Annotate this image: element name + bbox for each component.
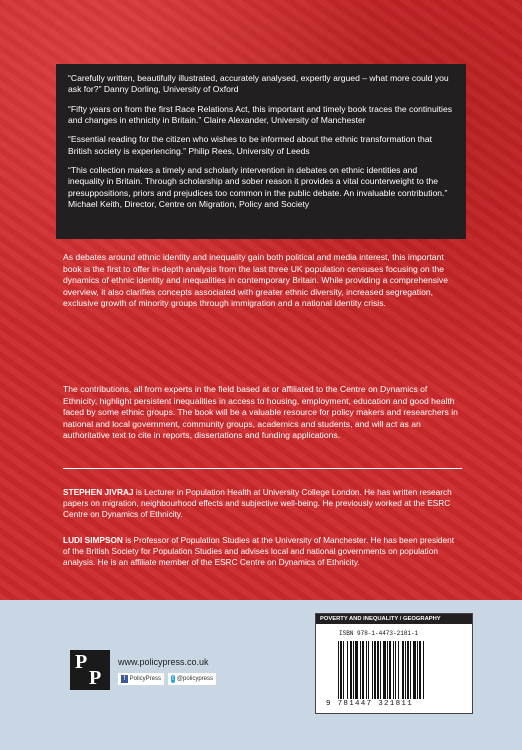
barcode-digits: 9 781447 321811: [326, 700, 414, 708]
endorsement-quote: “Carefully written, beautifully illustrated, accurately analysed, expertly argued – what more could you ask for?” Danny Dorling, University of Oxford: [68, 73, 449, 95]
publisher-url[interactable]: www.policypress.co.uk: [118, 657, 209, 667]
author-bio: LUDI SIMPSON is Professor of Population Studies at the University of Manchester. He has been president of the British Society for Population Studies and advises local and national governments on population analysis. He is an affiliate member of the ESRC Centre on Dynamics of Ethnicity.: [63, 535, 455, 568]
book-description-paragraph: As debates around ethnic identity and inequality gain both political and media interest, this important book is the first to offer in-depth analysis from the last three UK population censuses focusing on the dynamics of ethnic identity and inequalities in contemporary Britain. While providing a comprehensive overview, it also clarifies concepts associated with greater ethnic diversity, increased segregation, exclusive growth of minority groups through immigration and a national identity crisis.: [63, 252, 449, 309]
isbn-text: ISBN 978-1-4473-2181-1: [339, 630, 419, 637]
endorsement-quote: “Essential reading for the citizen who wishes to be informed about the ethnic transformation that British society is experiencing.” Philip Rees, University of Leeds: [68, 134, 433, 156]
facebook-icon: f: [121, 675, 128, 683]
policy-press-logo-icon: P P: [70, 650, 110, 690]
endorsement-quote: “Fifty years on from the first Race Relations Act, this important and timely book traces the continuities and changes in ethnicity in Britain.” Claire Alexander, University of Manchester: [68, 103, 453, 126]
facebook-link[interactable]: f PolicyPress: [118, 673, 164, 685]
divider: [63, 468, 462, 469]
endorsements-box: [56, 64, 466, 239]
endorsement-quote: “This collection makes a timely and scholarly intervention in debates on ethnic identities and inequality in Britain. Through scholarship and sober reason it provides a vital counterweight to the presuppositions, priors and prejudices too common in the public debate. An invaluable contribution.” Michael Keith, Director, Centre on Migration, Policy and Society: [68, 165, 448, 210]
twitter-link[interactable]: t @policypress: [168, 673, 216, 685]
author-name: LUDI SIMPSON: [63, 535, 123, 545]
author-name: STEPHEN JIVRAJ: [63, 487, 134, 497]
author-bio: STEPHEN JIVRAJ is Lecturer in Population Health at University College London. He has written research papers on migration, neighbourhood effects and subjective well-being. He previously worked at the ESRC Centre on Dynamics of Ethnicity.: [63, 487, 452, 520]
twitter-icon: t: [172, 676, 174, 682]
book-description-paragraph: The contributions, all from experts in the field based at or affiliated to the Centre on Dynamics of Ethnicity, highlight persistent inequalities in access to housing, employment, education and good health faced by some ethnic groups. The book will be a valuable resource for policy makers and researchers in national and local government, community groups, academics and students, and will act as an authoritative text to cite in reports, dissertations and funding applications.: [63, 384, 458, 441]
subject-category: POVERTY AND INEQUALITY / GEOGRAPHY: [316, 614, 472, 624]
barcode-icon: [338, 641, 453, 699]
barcode-panel: [315, 613, 473, 714]
